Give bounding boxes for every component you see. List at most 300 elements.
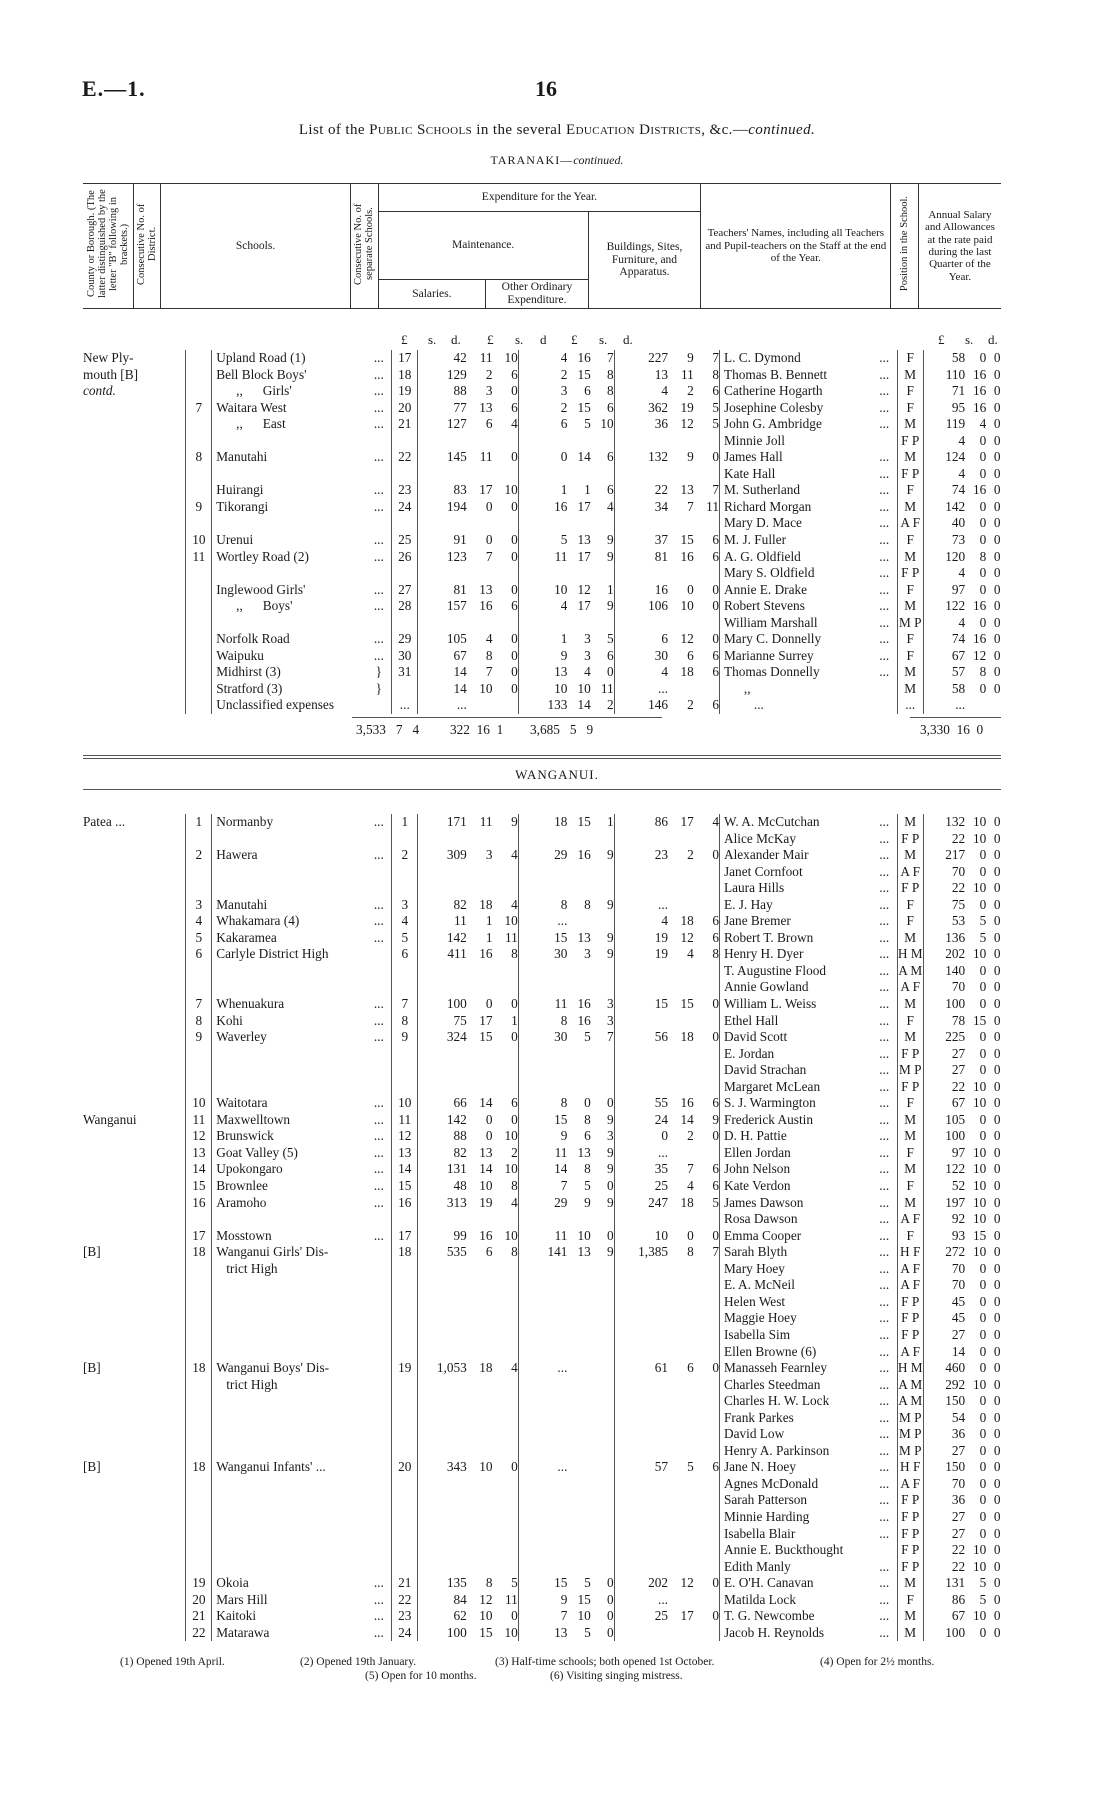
annual-shillings-cell: 0 — [979, 565, 987, 581]
teacher-name-cell: Mary D. Mace — [719, 515, 871, 532]
buildings-pounds-cell — [614, 1426, 668, 1443]
separate-no-cell — [392, 1410, 418, 1427]
salary-pence-cell — [493, 864, 519, 881]
other-shillings-cell — [567, 1079, 590, 1096]
salary-pence-cell — [493, 515, 519, 532]
other-pounds-cell: 2 — [518, 367, 567, 384]
other-pounds-cell — [518, 1426, 567, 1443]
buildings-shillings-cell: 6 — [687, 1360, 694, 1376]
annual-shillings-cell: 0 — [979, 1045, 987, 1061]
position-cell: M — [897, 1112, 923, 1129]
wanganui-row — [83, 1029, 1001, 1046]
salary-pence-cell — [493, 1526, 519, 1543]
annual-shillings-cell: 10 — [972, 1558, 987, 1574]
salary-pence-cell: 9 — [511, 814, 518, 829]
county-cell — [83, 913, 186, 930]
wanganui-row — [83, 831, 1001, 848]
buildings-pounds-cell: 146 — [614, 697, 668, 714]
position-cell: M — [897, 1608, 923, 1625]
district-no-cell — [186, 1079, 212, 1096]
salary-shillings-cell — [467, 433, 493, 450]
teacher-name-cell: William L. Weiss — [719, 996, 871, 1013]
separate-no-cell: 15 — [392, 1178, 418, 1195]
buildings-pounds-cell — [614, 433, 668, 450]
taranaki-row — [83, 582, 1001, 599]
teacher-name-cell: Mary C. Donnelly — [719, 631, 871, 648]
buildings-shillings-cell — [668, 880, 694, 897]
teacher-dots-cell: ... — [879, 1211, 890, 1227]
county-cell — [83, 1608, 186, 1625]
other-pence-cell — [591, 565, 614, 582]
salary-pence-cell: 5 — [511, 1575, 518, 1591]
other-shillings-cell — [567, 1046, 590, 1063]
buildings-pence-cell — [694, 1294, 720, 1311]
annual-shillings-cell: 0 — [979, 1508, 987, 1524]
salary-shillings-cell: 7 — [485, 548, 493, 564]
annual-pence-cell: 0 — [993, 1161, 1001, 1177]
teacher-dots-cell: ... — [879, 1376, 890, 1392]
teacher-dots-cell: ... — [879, 416, 890, 432]
col-county-header: County or Borough. (The latter distinguished by the letter "B" following in brackets.) — [85, 189, 130, 299]
buildings-pence-cell: 6 — [712, 1161, 719, 1177]
other-shillings-cell: 5 — [584, 1624, 591, 1640]
annual-pence-cell: 0 — [993, 1409, 1001, 1425]
salary-pounds-cell — [418, 1526, 467, 1543]
other-pence-cell — [591, 864, 614, 881]
teacher-name-cell: Helen West — [719, 1294, 871, 1311]
separate-no-cell — [392, 1079, 418, 1096]
buildings-pence-cell: 0 — [712, 1227, 719, 1243]
dots-cell — [366, 979, 392, 996]
unit-d-oth: d — [540, 332, 547, 347]
county-cell — [83, 1542, 186, 1559]
other-pence-cell — [591, 880, 614, 897]
buildings-shillings-cell — [668, 1492, 694, 1509]
buildings-shillings-cell — [668, 1410, 694, 1427]
buildings-pounds-cell — [614, 1211, 668, 1228]
buildings-pence-cell: 6 — [712, 929, 719, 945]
separate-no-cell — [392, 1526, 418, 1543]
annual-pence-cell: 0 — [993, 664, 1001, 680]
dots-cell — [366, 880, 392, 897]
other-shillings-cell: 5 — [584, 1575, 591, 1591]
salary-shillings-cell — [467, 864, 493, 881]
district-no-cell — [186, 831, 212, 848]
separate-no-cell — [392, 1046, 418, 1063]
annual-pounds-cell: 202 — [923, 946, 965, 963]
teacher-name-cell: Jacob H. Reynolds — [719, 1625, 871, 1642]
buildings-shillings-cell — [668, 1046, 694, 1063]
position-cell: F — [897, 913, 923, 930]
buildings-shillings-cell: 13 — [680, 482, 694, 498]
school-name-cell: Bell Block Boys' — [212, 367, 366, 384]
separate-no-cell: 13 — [392, 1145, 418, 1162]
salary-pounds-cell — [418, 1559, 467, 1576]
district-no-cell — [186, 1261, 212, 1278]
buildings-pounds-cell: 10 — [614, 1228, 668, 1245]
wanganui-row — [83, 1592, 1001, 1609]
buildings-pence-cell: 5 — [712, 399, 719, 415]
position-cell: A F — [897, 1277, 923, 1294]
buildings-pounds-cell — [614, 1310, 668, 1327]
other-shillings-cell: 15 — [577, 814, 591, 829]
other-pence-cell: 0 — [607, 1608, 614, 1624]
dots-cell — [366, 515, 392, 532]
teacher-name-cell: John G. Ambridge — [719, 416, 871, 433]
other-pence-cell — [591, 979, 614, 996]
salary-pence-cell — [493, 979, 519, 996]
other-pounds-cell — [518, 615, 567, 632]
dots-cell: ... — [373, 1128, 384, 1144]
district-taranaki-continued: continued. — [573, 153, 624, 167]
buildings-pence-cell — [694, 1062, 720, 1079]
dots-cell: ... — [373, 996, 384, 1012]
salary-pounds-cell: 100 — [418, 1625, 467, 1642]
salary-shillings-cell: 18 — [479, 896, 493, 912]
district-no-cell — [186, 1476, 212, 1493]
other-pence-cell — [591, 913, 614, 930]
annual-pence-cell: 0 — [993, 449, 1001, 465]
separate-no-cell: 2 — [392, 847, 418, 864]
unit-pound-oth: £ — [487, 332, 494, 347]
buildings-pence-cell: 9 — [712, 1111, 719, 1127]
salary-pounds-cell: 100 — [418, 996, 467, 1013]
county-cell — [83, 1476, 186, 1493]
other-pence-cell — [591, 466, 614, 483]
annual-pounds-cell: 4 — [923, 565, 965, 582]
title-mid: in the several — [472, 122, 566, 138]
position-cell: A F — [897, 1261, 923, 1278]
separate-no-cell: 19 — [392, 1360, 418, 1377]
buildings-pounds-cell — [614, 831, 668, 848]
other-pounds-cell — [518, 1327, 567, 1344]
buildings-shillings-cell — [668, 963, 694, 980]
buildings-shillings-cell — [668, 1013, 694, 1030]
county-cell — [83, 1211, 186, 1228]
salary-shillings-cell: 16 — [479, 598, 493, 614]
county-cell — [83, 681, 186, 698]
other-shillings-cell — [567, 864, 590, 881]
salary-shillings-cell: 10 — [479, 680, 493, 696]
wanganui-row — [83, 963, 1001, 980]
salary-pence-cell: 10 — [504, 913, 518, 929]
other-pounds-cell: 15 — [518, 1575, 567, 1592]
page-number: 16 — [535, 76, 557, 101]
salary-shillings-cell: 0 — [485, 996, 493, 1012]
school-name-cell — [212, 864, 366, 881]
school-name-cell — [212, 1062, 366, 1079]
buildings-shillings-cell — [668, 1443, 694, 1460]
buildings-shillings-cell: 0 — [687, 581, 694, 597]
salary-pence-cell — [493, 1327, 519, 1344]
buildings-pence-cell — [694, 1625, 720, 1642]
separate-no-cell: 27 — [392, 582, 418, 599]
district-no-cell: 16 — [186, 1195, 212, 1212]
annual-pence-cell: 0 — [993, 896, 1001, 912]
district-no-cell: 4 — [186, 913, 212, 930]
teacher-name-cell: Kate Verdon — [719, 1178, 871, 1195]
salary-pounds-cell — [418, 831, 467, 848]
salary-pounds-cell — [418, 466, 467, 483]
position-cell: H F — [897, 1244, 923, 1261]
other-pence-cell — [591, 1443, 614, 1460]
salary-pence-cell: 8 — [511, 946, 518, 962]
annual-pence-cell: 0 — [993, 1393, 1001, 1409]
buildings-shillings-cell: 14 — [680, 1111, 694, 1127]
buildings-pence-cell — [694, 897, 720, 914]
other-pence-cell — [591, 1294, 614, 1311]
salary-pounds-cell: 82 — [418, 897, 467, 914]
buildings-pence-cell: 6 — [712, 1095, 719, 1111]
other-pounds-cell: 14 — [518, 1161, 567, 1178]
position-cell: F — [897, 1178, 923, 1195]
position-cell: F — [897, 582, 923, 599]
district-no-cell — [186, 1277, 212, 1294]
school-name-cell: Wortley Road (2) — [212, 549, 366, 566]
buildings-pounds-cell — [614, 1277, 668, 1294]
county-cell — [83, 697, 186, 714]
dots-cell: ... — [373, 913, 384, 929]
unit-d-bld: d. — [623, 332, 633, 347]
buildings-pence-cell — [694, 1509, 720, 1526]
school-name-cell — [212, 1492, 366, 1509]
other-shillings-cell — [567, 1476, 590, 1493]
school-name-cell — [212, 1277, 366, 1294]
wanganui-row — [83, 1161, 1001, 1178]
buildings-pence-cell: 6 — [712, 647, 719, 663]
dots-cell: ... — [373, 1144, 384, 1160]
salary-pence-cell — [493, 466, 519, 483]
other-shillings-cell — [567, 1211, 590, 1228]
salary-pence-cell — [493, 1393, 519, 1410]
annual-pounds-cell: 45 — [923, 1310, 965, 1327]
unit-pound-bld: £ — [571, 332, 578, 347]
position-cell: ... — [897, 697, 923, 714]
annual-pounds-cell: 22 — [923, 831, 965, 848]
position-cell: M — [897, 598, 923, 615]
annual-pounds-cell: 67 — [923, 1095, 965, 1112]
district-no-cell: 11 — [186, 1112, 212, 1129]
buildings-pounds-cell — [614, 1377, 668, 1394]
salary-pence-cell — [493, 1294, 519, 1311]
school-name-cell: Waipuku — [212, 648, 366, 665]
separate-no-cell — [392, 1542, 418, 1559]
annual-pounds-cell: 122 — [923, 598, 965, 615]
position-cell: F P — [897, 831, 923, 848]
salary-pounds-cell: 535 — [418, 1244, 467, 1261]
buildings-pence-cell — [694, 433, 720, 450]
col-consec-district-header: Consecutive No. of District. — [133, 184, 161, 309]
salary-pounds-cell: 135 — [418, 1575, 467, 1592]
other-pence-cell — [591, 433, 614, 450]
position-cell: F P — [897, 1559, 923, 1576]
other-pounds-cell: 11 — [518, 1228, 567, 1245]
buildings-shillings-cell: 4 — [687, 946, 694, 962]
annual-pounds-cell: 97 — [923, 582, 965, 599]
annual-shillings-cell: 15 — [972, 1227, 987, 1243]
buildings-shillings-cell — [668, 515, 694, 532]
dots-cell — [366, 697, 392, 714]
salary-pounds-cell — [418, 1476, 467, 1493]
other-pounds-cell — [518, 1509, 567, 1526]
teacher-dots-cell: ... — [879, 1161, 890, 1177]
wanganui-row — [83, 996, 1001, 1013]
dots-cell: ... — [373, 1194, 384, 1210]
salary-pounds-cell: 88 — [418, 1128, 467, 1145]
buildings-pence-cell: 7 — [712, 482, 719, 498]
separate-no-cell: 20 — [392, 1459, 418, 1476]
teacher-name-cell: Henry A. Parkinson — [719, 1443, 871, 1460]
annual-pounds-cell: 110 — [923, 367, 965, 384]
buildings-pounds-cell: 25 — [614, 1608, 668, 1625]
taranaki-row — [83, 697, 1001, 714]
county-cell — [83, 1079, 186, 1096]
unit-s-ann: s. — [965, 332, 974, 347]
salary-pence-cell: 11 — [504, 929, 518, 945]
wanganui-row — [83, 1327, 1001, 1344]
buildings-pounds-cell: 15 — [614, 996, 668, 1013]
salary-pence-cell: 6 — [511, 1095, 518, 1111]
school-name-cell — [212, 1310, 366, 1327]
annual-pence-cell: 0 — [993, 1492, 1001, 1508]
salary-pounds-cell — [418, 1443, 467, 1460]
teacher-name-cell: Catherine Hogarth — [719, 383, 871, 400]
annual-shillings-cell: 8 — [979, 548, 987, 564]
teacher-name-cell: W. A. McCutchan — [719, 814, 871, 831]
annual-pounds-cell: 272 — [923, 1244, 965, 1261]
district-no-cell — [186, 1492, 212, 1509]
annual-shillings-cell: 0 — [979, 896, 987, 912]
salary-pounds-cell: 67 — [418, 648, 467, 665]
annual-shillings-cell: 10 — [972, 814, 987, 829]
annual-pounds-cell: 27 — [923, 1443, 965, 1460]
dots-cell: ... — [373, 1575, 384, 1591]
separate-no-cell — [392, 615, 418, 632]
county-cell — [83, 416, 186, 433]
county-cell: mouth [B] — [83, 366, 139, 382]
salary-shillings-cell: 19 — [479, 1194, 493, 1210]
wanganui-row — [83, 1261, 1001, 1278]
other-shillings-cell: 17 — [577, 548, 591, 564]
annual-pounds-cell: 225 — [923, 1029, 965, 1046]
salary-pounds-cell: 48 — [418, 1178, 467, 1195]
county-cell — [83, 1013, 186, 1030]
salary-pence-cell — [493, 1310, 519, 1327]
other-pounds-cell: 4 — [518, 350, 567, 367]
annual-pence-cell: 0 — [993, 482, 1001, 498]
separate-no-cell — [392, 864, 418, 881]
salary-pounds-cell: 99 — [418, 1228, 467, 1245]
taranaki-row — [83, 565, 1001, 582]
dots-cell: ... — [373, 896, 384, 912]
school-name-cell: ,, East — [212, 416, 366, 433]
teacher-dots-cell: ... — [879, 1277, 890, 1293]
annual-pounds-cell: 27 — [923, 1062, 965, 1079]
wanganui-row — [83, 814, 1001, 831]
salary-pounds-cell: 77 — [418, 400, 467, 417]
other-pence-cell: 9 — [607, 1144, 614, 1160]
county-cell: [B] — [83, 1459, 101, 1475]
dots-cell — [366, 1277, 392, 1294]
buildings-pounds-cell: ... — [614, 1145, 668, 1162]
col-maintenance-header: Maintenance. — [378, 212, 588, 280]
salary-pence-cell: 0 — [511, 498, 518, 514]
other-pounds-cell: 2 — [518, 400, 567, 417]
taranaki-row — [83, 499, 1001, 516]
teacher-name-cell: E. J. Hay — [719, 897, 871, 914]
annual-pounds-cell: 74 — [923, 482, 965, 499]
other-pence-cell — [591, 1277, 614, 1294]
salary-pounds-cell: 127 — [418, 416, 467, 433]
salary-shillings-cell — [467, 1476, 493, 1493]
county-cell — [83, 565, 186, 582]
dots-cell — [366, 864, 392, 881]
salary-pence-cell — [493, 565, 519, 582]
dots-cell — [366, 1443, 392, 1460]
buildings-pounds-cell — [614, 1526, 668, 1543]
other-pounds-cell — [518, 1062, 567, 1079]
salary-pounds-cell: 129 — [418, 367, 467, 384]
teacher-dots-cell — [872, 433, 898, 450]
buildings-pounds-cell: 57 — [614, 1459, 668, 1476]
dots-cell — [366, 1261, 392, 1278]
other-shillings-cell — [567, 913, 590, 930]
annual-shillings-cell: 16 — [972, 631, 987, 647]
teacher-dots-cell: ... — [879, 1343, 890, 1359]
wanganui-row — [83, 1608, 1001, 1625]
dots-cell: ... — [373, 498, 384, 514]
annual-pence-cell: 0 — [993, 946, 1001, 962]
teacher-name-cell: M. J. Fuller — [719, 532, 871, 549]
school-name-cell: Waitara West — [212, 400, 366, 417]
buildings-shillings-cell: 2 — [687, 1128, 694, 1144]
district-no-cell: 10 — [186, 1095, 212, 1112]
school-name-cell — [212, 515, 366, 532]
dots-cell: ... — [373, 532, 384, 548]
separate-no-cell: 26 — [392, 549, 418, 566]
teacher-name-cell: Annie Gowland — [719, 979, 871, 996]
position-cell: F — [897, 1095, 923, 1112]
buildings-pence-cell: 0 — [712, 1608, 719, 1624]
county-cell — [83, 1377, 186, 1394]
salary-pounds-cell: 309 — [418, 847, 467, 864]
other-pounds-cell: 133 — [518, 697, 567, 714]
salary-pence-cell: 8 — [511, 1244, 518, 1260]
annual-pence-cell: 0 — [993, 1575, 1001, 1591]
salary-shillings-cell — [467, 1327, 493, 1344]
buildings-pence-cell: 0 — [712, 631, 719, 647]
county-cell — [83, 946, 186, 963]
county-cell — [83, 499, 186, 516]
buildings-pence-cell: 7 — [712, 350, 719, 365]
county-cell — [83, 1046, 186, 1063]
salary-shillings-cell — [467, 1426, 493, 1443]
other-pounds-cell — [518, 433, 567, 450]
teacher-name-cell: M. Sutherland — [719, 482, 871, 499]
buildings-pounds-cell — [614, 1542, 668, 1559]
dots-cell — [366, 1393, 392, 1410]
buildings-pence-cell: 4 — [712, 814, 719, 829]
district-no-cell: 12 — [186, 1128, 212, 1145]
col-position-header: Position in the School. — [891, 184, 919, 309]
buildings-pence-cell: 6 — [712, 697, 719, 713]
separate-no-cell: 22 — [392, 449, 418, 466]
district-no-cell: 18 — [186, 1459, 212, 1476]
separate-no-cell: 17 — [392, 1228, 418, 1245]
salary-pounds-cell: 313 — [418, 1195, 467, 1212]
buildings-pounds-cell: 0 — [614, 1128, 668, 1145]
teacher-name-cell: Josephine Colesby — [719, 400, 871, 417]
